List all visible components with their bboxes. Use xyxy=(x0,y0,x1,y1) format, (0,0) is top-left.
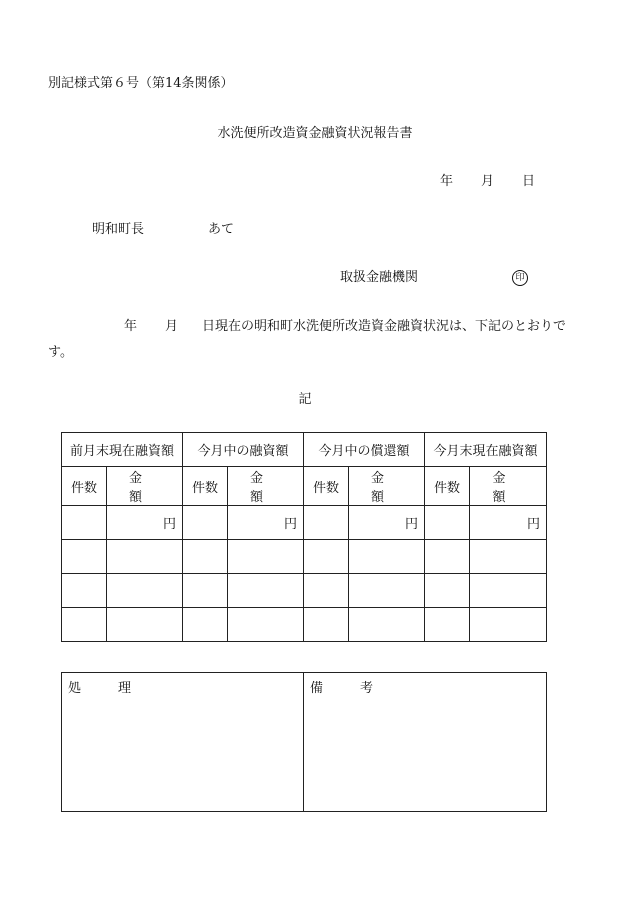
amount-cell[interactable] xyxy=(470,574,547,608)
amount-cell[interactable] xyxy=(349,574,425,608)
amount-cell[interactable] xyxy=(228,574,304,608)
count-header: 件数 xyxy=(183,467,228,506)
document-title: 水洗便所改造資金融資状況報告書 xyxy=(217,126,413,141)
header-month-loans: 今月中の融資額 xyxy=(183,433,304,467)
amount-cell[interactable]: 円 xyxy=(228,506,304,540)
count-cell[interactable] xyxy=(62,608,107,642)
date-line xyxy=(440,170,535,189)
count-cell[interactable] xyxy=(304,540,349,574)
count-header: 件数 xyxy=(304,467,349,506)
body-month: 月 xyxy=(165,319,179,334)
body-text-1: 日現在の明和町水洗便所改造資金融資状況は、下記のとおりで xyxy=(202,319,567,334)
count-header: 件数 xyxy=(425,467,470,506)
amount-header: 金 額 xyxy=(349,467,425,506)
processing-label: 処 理 xyxy=(68,681,144,696)
remarks-cell[interactable] xyxy=(304,673,547,812)
count-cell[interactable] xyxy=(62,574,107,608)
count-cell[interactable] xyxy=(304,608,349,642)
count-cell[interactable] xyxy=(304,574,349,608)
amount-header: 金 額 xyxy=(228,467,304,506)
count-cell[interactable] xyxy=(425,574,470,608)
amount-cell[interactable] xyxy=(107,608,183,642)
amount-cell[interactable] xyxy=(349,608,425,642)
count-cell[interactable] xyxy=(183,608,228,642)
count-cell[interactable] xyxy=(304,506,349,540)
header-month-end-balance: 今月末現在融資額 xyxy=(425,433,547,467)
remarks-label: 備 考 xyxy=(310,681,386,696)
amount-cell[interactable] xyxy=(228,540,304,574)
header-month-repayments: 今月中の償還額 xyxy=(304,433,425,467)
amount-cell[interactable] xyxy=(470,540,547,574)
amount-header: 金 額 xyxy=(107,467,183,506)
amount-header: 金 額 xyxy=(470,467,547,506)
table-row xyxy=(62,608,547,642)
table-row xyxy=(62,574,547,608)
count-cell[interactable] xyxy=(62,506,107,540)
amount-cell[interactable]: 円 xyxy=(470,506,547,540)
date-month: 月 xyxy=(481,174,495,189)
processing-cell[interactable] xyxy=(62,673,304,812)
count-cell[interactable] xyxy=(425,608,470,642)
count-cell[interactable] xyxy=(62,540,107,574)
processing-remarks-table xyxy=(61,672,547,812)
date-year: 年 xyxy=(440,174,454,189)
count-cell[interactable] xyxy=(425,506,470,540)
form-number: 別記様式第６号（第14条関係） xyxy=(48,76,234,91)
body-text-2: す。 xyxy=(48,345,73,360)
count-cell[interactable] xyxy=(183,540,228,574)
amount-cell[interactable] xyxy=(470,608,547,642)
seal-mark: 印 xyxy=(512,270,528,286)
addressee-suffix: あて xyxy=(208,222,235,237)
addressee-name: 明和町長 xyxy=(92,222,145,237)
amount-cell[interactable] xyxy=(228,608,304,642)
amount-cell[interactable] xyxy=(107,540,183,574)
bank-line xyxy=(340,266,528,286)
body-text xyxy=(48,314,568,366)
bank-label: 取扱金融機関 xyxy=(340,270,419,285)
amount-cell[interactable] xyxy=(107,574,183,608)
body-year: 年 xyxy=(124,319,138,334)
count-cell[interactable] xyxy=(183,506,228,540)
amount-cell[interactable]: 円 xyxy=(107,506,183,540)
count-header: 件数 xyxy=(62,467,107,506)
amount-cell[interactable]: 円 xyxy=(349,506,425,540)
count-cell[interactable] xyxy=(183,574,228,608)
addressee xyxy=(92,218,234,237)
loan-status-table xyxy=(61,432,555,642)
header-prev-month-balance: 前月末現在融資額 xyxy=(62,433,183,467)
count-cell[interactable] xyxy=(425,540,470,574)
table-row xyxy=(62,540,547,574)
ki-heading: 記 xyxy=(298,392,312,407)
amount-cell[interactable] xyxy=(349,540,425,574)
table-row xyxy=(62,506,547,540)
date-day: 日 xyxy=(522,174,536,189)
